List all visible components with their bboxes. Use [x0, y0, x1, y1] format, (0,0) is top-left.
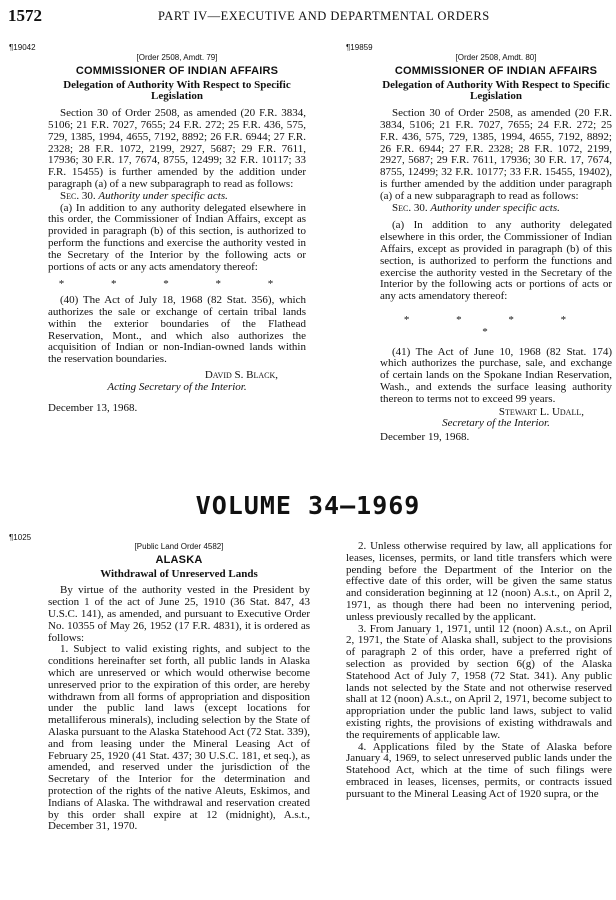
body-paragraph: (a) In addition to any authority delegated elsewhere in this order, the Commissioner of Indian Affairs, except as provided in paragraph (b) of this section, is authorized to perform the functions and exercise the authority vested in the Secretary of the Interior by the following acts or portions of acts or any acts amendatory thereof:: [380, 219, 612, 303]
page-number: 1572: [8, 6, 42, 25]
body-paragraph: By virtue of the authority vested in the President by section 1 of the act of June 25, 1910 (36 Stat. 847, 43 U.S.C. 141), as amended, and pursuant to Executive Order No. 10355 of May 26, 1952 (17 F.R. 4831), it is ordered as follows:: [48, 584, 310, 644]
order-date: December 19, 1968.: [380, 431, 470, 444]
order-entry-amdt-79: [48, 52, 306, 414]
ellipsis-stars: * * * * *: [58, 278, 296, 291]
public-land-order-continuation: [346, 541, 612, 801]
agency-heading: COMMISSIONER OF INDIAN AFFAIRS: [394, 64, 598, 77]
section-heading: [48, 191, 306, 203]
order-label: [Order 2508, Amdt. 80]: [455, 53, 537, 62]
ellipsis-stars: * * * * *: [403, 313, 589, 338]
body-paragraph: (40) The Act of July 18, 1968 (82 Stat. 356), which authorizes the sale or exchange of certain tribal lands within the exterior boundaries of the Flathead Reservation, Mont., and which also authorizes the acquisition of Indian or non-Indian-owned lands within the reservation boundaries.: [48, 294, 306, 366]
running-head: PART IV—EXECUTIVE AND DEPARTMENTAL ORDERS: [158, 9, 490, 23]
subject-heading: Delegation of Authority With Respect to Specific Legislation: [382, 78, 610, 103]
paragraph-ref: ¶1025: [9, 533, 32, 542]
agency-heading: ALASKA: [155, 553, 203, 566]
order-date: December 13, 1968.: [48, 401, 138, 414]
signer-name: David S. Black,: [204, 368, 278, 381]
section-title: Authority under specific acts.: [430, 201, 560, 214]
order-entry-amdt-80: [380, 52, 612, 444]
paragraph-ref: ¶19859: [346, 43, 373, 52]
body-paragraph: 2. Unless otherwise required by law, all applications for leases, licenses, permits, or land title transfers which were pending before the Department of the Interior on the effective date of this order, will be given the same status and consideration beginning at 12 (noon) A.s.t., on April 2, 1971, as though there had been no intervening period, unless previously recalled by the applicant.: [346, 540, 612, 623]
section-label: Sec. 30.: [392, 201, 428, 214]
public-land-order-entry: [48, 541, 310, 833]
paragraph-ref: ¶19042: [9, 43, 36, 52]
body-paragraph: 3. From January 1, 1971, until 12 (noon) A.s.t., on April 2, 1971, the State of Alaska shall, subject to the provisions of paragraph 2 of this order, have a preferred right of selection as provided by section 6(g) of the Alaska Statehood Act of July 7, 1958 (72 Stat. 341). Any public lands not selected by the State and not otherwise reserved shall at 12 (noon) A.s.t., on April 2, 1971, become subject to appropriation under the public land laws, subject to valid existing rights, the provisions of existing withdrawals and the requirements of applicable law.: [346, 622, 612, 741]
signer-name: Stewart L. Udall,: [498, 405, 584, 418]
subject-heading: Delegation of Authority With Respect to Specific Legislation: [63, 78, 291, 103]
section-heading: [380, 203, 612, 215]
body-paragraph: 1. Subject to valid existing rights, and subject to the conditions hereinafter set forth, all public lands in Alaska which are unreserved or which would otherwise become unreserved prior to the expiration of this order, are hereby withdrawn from all forms of appropriation and disposition under the public land laws (except locations for metalliferous minerals), including selection by the State of Alaska pursuant to the Alaska Statehood Act (72 Stat. 339), and from leasing under the Mineral Leasing Act of February 25, 1920 (41 Stat. 437; 30 U.S.C. 181, et seq.), as amended, and reserved under the jurisdiction of the Secretary of the Interior for the determination and protection of the rights of the native Aleuts, Eskimos, and Indians of Alaska. The withdrawal and reservation created by this order shall expire at 12 (midnight), A.s.t., December 31, 1970.: [48, 643, 310, 833]
section-label: Sec. 30.: [60, 189, 96, 202]
section-title: Authority under specific acts.: [98, 189, 228, 202]
volume-heading: VOLUME 34—1969: [195, 491, 421, 520]
body-paragraph: Section 30 of Order 2508, as amended (20 F.R. 3834, 5106; 21 F.R. 7027, 7655; 24 F.R. 272; 25 F.R. 436, 575, 729, 1385, 1994, 4655, 7192, 8892; 26 F.R. 6944; 27 F.R. 2328; 28 F.R. 1072, 2199, 2927, 5687; 29 F.R. 7611, 17936; 30 F.R. 17, 7674, 8755, 12499; 32 F.R. 10177; 33 F.R. 15455, 19402), is further amended by the addition under paragraph (a) of a new subparagraph to read as follows:: [380, 107, 612, 202]
body-paragraph: (a) In addition to any authority delegated elsewhere in this order, the Commissioner of Indian Affairs, except as provided in paragraph (b) of this section, is authorized to perform the functions and exercise the authority vested in the Secretary of the Interior by the following acts or portions of acts or any acts amendatory thereof:: [48, 201, 306, 273]
body-paragraph: (41) The Act of June 10, 1968 (82 Stat. 174) which authorizes the purchase, sale, and exchange of certain lands on the Spokane Indian Reservation, Wash., and extends the surface leasing authority thereon to terms not to exceed 99 years.: [380, 345, 612, 405]
signer-title: Acting Secretary of the Interior.: [107, 380, 247, 393]
body-paragraph: 4. Applications filed by the State of Alaska before January 4, 1969, to select unreserved public lands under the Statehood Act, which at the time of such filings were embraced in leases, licenses, permits, or contracts issued pursuant to the Mineral Leasing Act of 1920 supra, or the: [346, 740, 612, 800]
page-header: [0, 6, 616, 28]
body-paragraph: Section 30 of Order 2508, as amended (20 F.R. 3834, 5106; 21 F.R. 7027, 7655; 24 F.R. 272; 25 F.R. 436, 575, 729, 1385, 1994, 4655, 7192, 8892; 26 F.R. 6944; 27 F.R. 2328; 28 F.R. 1072, 2199, 2927, 5687; 29 F.R. 7611, 17936; 30 F.R. 17, 7674, 8755, 12499; 32 F.R. 10117; 33 F.R. 15455) is further amended by the addition under paragraph (a) of a new subparagraph to read as follows:: [48, 107, 306, 190]
order-label: [Order 2508, Amdt. 79]: [136, 53, 218, 62]
order-label: [Public Land Order 4582]: [134, 542, 224, 551]
signer-title: Secretary of the Interior.: [442, 417, 550, 430]
agency-heading: COMMISSIONER OF INDIAN AFFAIRS: [75, 64, 279, 77]
subject-heading: Withdrawal of Unreserved Lands: [100, 567, 258, 580]
